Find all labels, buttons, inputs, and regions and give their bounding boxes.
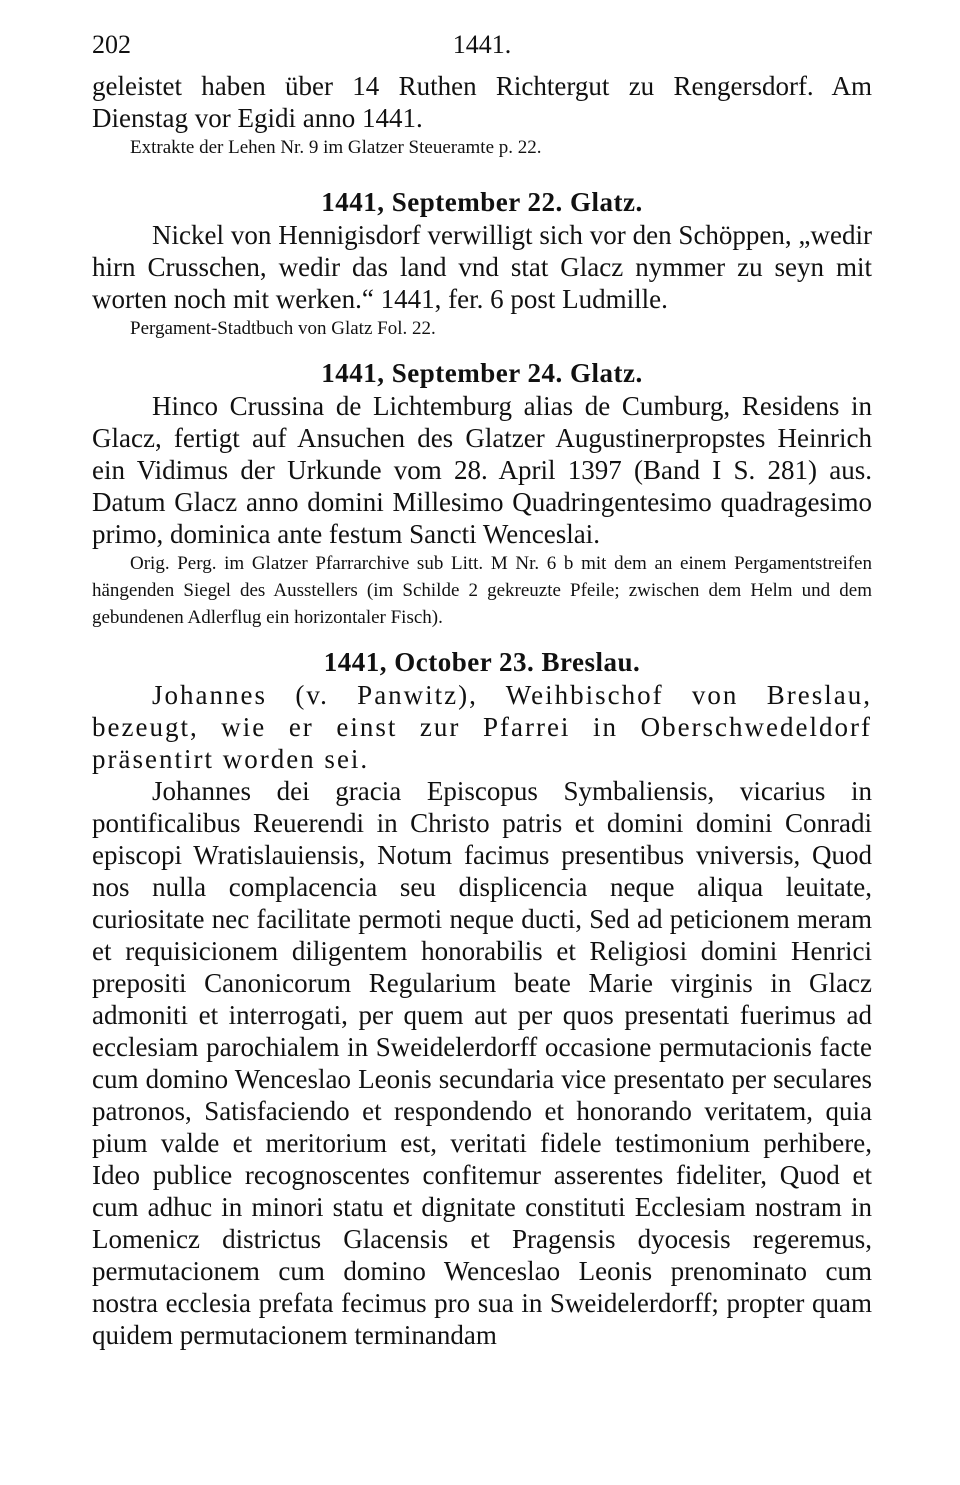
entry-heading-sept-24: 1441, September 24. Glatz. bbox=[321, 358, 643, 388]
entry-heading-sept-22: 1441, September 22. Glatz. bbox=[321, 187, 643, 217]
document-page bbox=[92, 30, 872, 1351]
entry-summary-oct-23: Johannes (v. Panwitz), Weihbischof von Breslau, bezeugt, wie er einst zur Pfarrei in Oberschwedeldorf präsentirt worden sei. bbox=[92, 680, 872, 774]
entry-source-sept-24: Orig. Perg. im Glatzer Pfarrarchive sub Litt. M Nr. 6 b mit dem an einem Pergamentstreifen hängenden Siegel des Ausstellers (im Schilde 2 gekreuzte Pfeile; zwischen dem Helm und dem gebundenen Adlerflug ein horizontaler Fisch). bbox=[92, 553, 872, 628]
page-header bbox=[92, 30, 872, 70]
entry-heading-oct-23: 1441, October 23. Breslau. bbox=[323, 647, 641, 677]
entry-source-sept-22: Pergament-Stadtbuch von Glatz Fol. 22. bbox=[130, 318, 436, 339]
entry-continuation-text: geleistet haben über 14 Ruthen Richtergut zu Rengersdorf. Am Dienstag vor Egidi anno 1441. bbox=[92, 71, 872, 133]
page-number: 202 bbox=[92, 30, 131, 59]
entry-continuation-source: Extrakte der Lehen Nr. 9 im Glatzer Steueramte p. 22. bbox=[130, 137, 542, 158]
running-title: 1441. bbox=[452, 30, 512, 59]
entry-text-sept-24: Hinco Crussina de Lichtemburg alias de Cumburg, Residens in Glacz, fertigt auf Ansuchen des Glatzer Augustinerpropstes Heinrich ein Vidimus der Urkunde vom 28. April 1397 (Band I S. 281) aus. Datum Glacz anno domini Millesimo Quadringentesimo quadragesimo primo, dominica ante festum Sancti Wenceslai. bbox=[92, 391, 872, 549]
entry-text-sept-22: Nickel von Hennigisdorf verwilligt sich vor den Schöppen, „wedir hirn Crusschen, wedir das land vnd stat Glacz nymmer zu seyn mit worten noch mit werken.“ 1441, fer. 6 post Ludmille. bbox=[92, 220, 872, 314]
entry-text-oct-23: Johannes dei gracia Episcopus Symbaliensis, vicarius in pontificalibus Reuerendi in Christo patris et domini domini Conradi episcopi Wratislauiensis, Notum facimus presentibus vniversis, Quod nos nulla complacencia seu displicencia neque aliqua leuitate, curiositate nec facilitate permoti neque ducti, Sed ad peticionem meram et requisicionem diligentem honorabilis et Religiosi domini Henrici prepositi Canonicorum Regularium beate Marie virginis in Glacz admoniti et interrogati, per quem aut per quos presentati fuerimus ad ecclesiam parochialem in Sweidelerdorff occasione permutacionis facte cum domino Wenceslao Leonis secundaria vice presentato per seculares patronos, Satisfaciendo et respondendo et honorando veritatem, quia pium valde et meritorium est, veritati fidele testimonium perhibere, Ideo publice recognoscentes confitemur asserentes fideliter, Quod et cum adhuc in minori statu et dignitate constituti Ecclesiam nostram in Lomenicz districtus Glacensis et Pragensis dyocesis regeremus, permutacionem cum domino Wenceslao Leonis prenominato cum nostra ecclesia prefata fecimus pro sua in Sweidelerdorff; propter quam quidem permutacionem terminandam bbox=[92, 776, 872, 1350]
